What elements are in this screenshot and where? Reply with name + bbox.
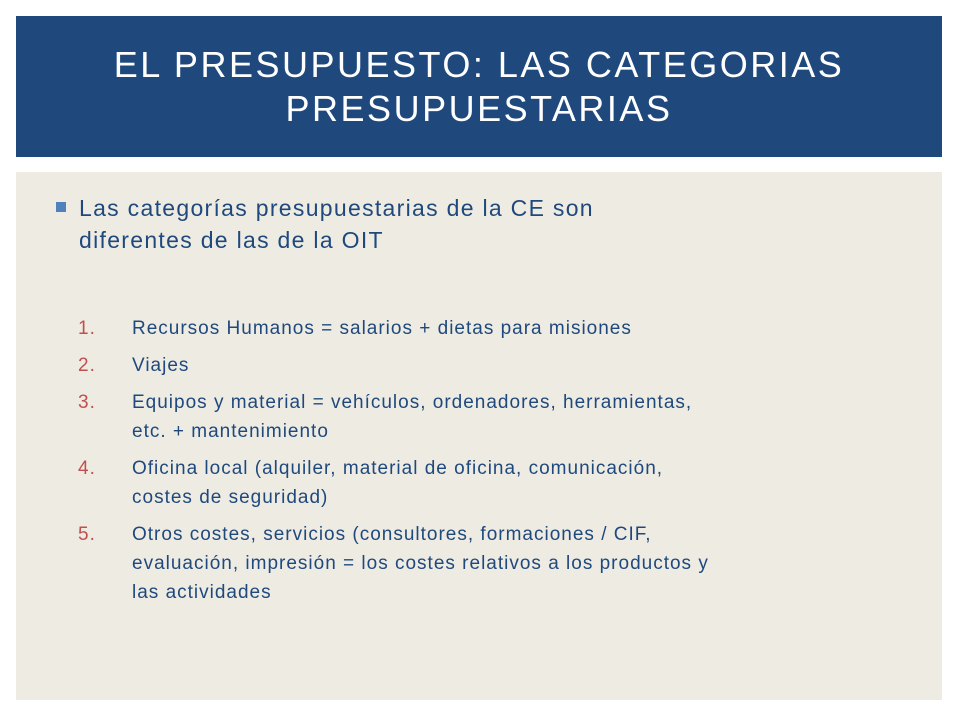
slide-title-line-1: EL PRESUPUESTO: LAS CATEGORIAS — [113, 43, 845, 85]
list-number: 5. — [78, 524, 96, 545]
list-text-line: costes de seguridad) — [132, 487, 329, 508]
list-text-line: las actividades — [132, 582, 272, 603]
list-text-line: Otros costes, servicios (consultores, formaciones / CIF, — [132, 524, 652, 545]
list-number: 4. — [78, 458, 96, 479]
list-text-line: evaluación, impresión = los costes relativos a los productos y — [132, 553, 709, 574]
list-item — [78, 388, 918, 446]
list-text — [132, 314, 632, 343]
category-list — [78, 314, 918, 615]
main-bullet-line-2: diferentes de las de la OIT — [79, 227, 384, 253]
main-bullet-line-1: Las categorías presupuestarias de la CE son — [79, 195, 594, 221]
list-number: 2. — [78, 355, 96, 376]
list-text — [132, 351, 189, 380]
square-bullet-icon — [56, 202, 66, 212]
list-item — [78, 351, 918, 380]
list-text — [132, 520, 709, 607]
main-bullet-text — [79, 192, 594, 256]
list-number: 1. — [78, 318, 96, 339]
list-text-line: Oficina local (alquiler, material de oficina, comunicación, — [132, 458, 664, 479]
list-text-line: Equipos y material = vehículos, ordenadores, herramientas, — [132, 392, 693, 413]
list-item — [78, 520, 918, 607]
list-text-line: Viajes — [132, 355, 190, 376]
list-item — [78, 314, 918, 343]
main-bullet — [56, 192, 916, 256]
list-text-line: etc. + mantenimiento — [132, 421, 329, 442]
title-bar — [16, 16, 942, 157]
list-number: 3. — [78, 392, 96, 413]
slide-title-line-2: PRESUPUESTARIAS — [285, 87, 673, 129]
list-text — [132, 454, 663, 512]
list-text — [132, 388, 692, 446]
list-text-line: Recursos Humanos = salarios + dietas para misiones — [132, 318, 632, 339]
content-area — [16, 172, 942, 700]
list-item — [78, 454, 918, 512]
